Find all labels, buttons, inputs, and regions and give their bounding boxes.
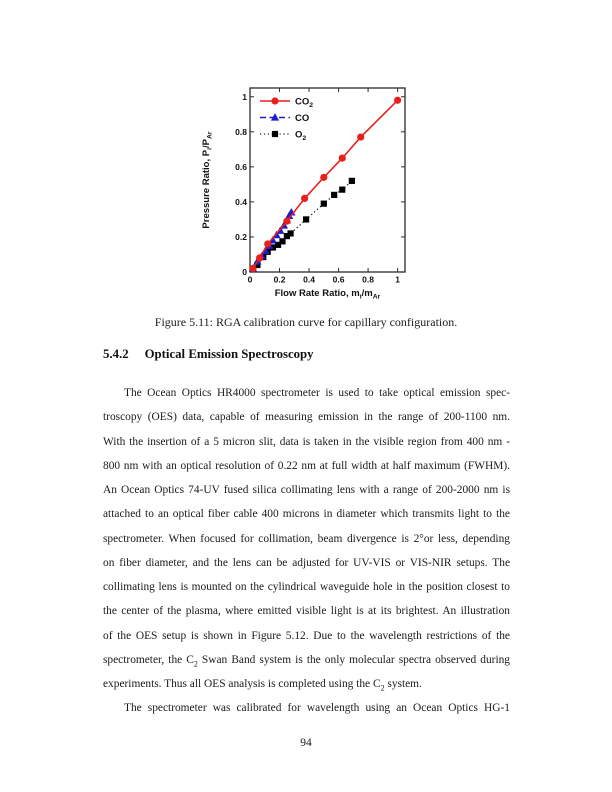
body-line: the center of the plasma, where emitted visible light is at its brightest. An illustration bbox=[103, 605, 510, 618]
svg-text:CO2: $CO_2$ bbox=[295, 96, 314, 109]
body-line: With the insertion of a 5 micron slit, data is taken in the visible region from 400 nm - bbox=[103, 435, 510, 448]
svg-text:Pressure Ratio, Pi/PAr: Pressure Ratio, $P_i/P_{Ar}$ bbox=[201, 131, 214, 229]
svg-text:0.2: 0.2 bbox=[273, 274, 286, 285]
section-title: Optical Emission Spectroscopy bbox=[144, 347, 314, 361]
svg-text:0.2: 0.2 bbox=[235, 231, 247, 242]
body-line: The spectrometer was calibrated for wavelength using an Ocean Optics HG-1 bbox=[124, 702, 510, 715]
body-line: spectrometer, the $C_2$ Swan Band system is the only molecular spectra observed during bbox=[103, 653, 511, 669]
section-number: 5.4.2 bbox=[103, 347, 129, 361]
body-line: 800 nm with an optical resolution of 0.22 nm at full width at half maximum (FWHM). bbox=[103, 459, 510, 472]
body-line: collimating lens is mounted on the cylindrical waveguide hole in the position closest to bbox=[103, 581, 510, 593]
svg-text:0.6: 0.6 bbox=[332, 274, 345, 285]
section-heading bbox=[103, 347, 510, 362]
body-line: attached to an optical fiber cable 400 microns in diameter which transmits light to the bbox=[103, 508, 510, 521]
svg-text:0: 0 bbox=[247, 274, 253, 285]
body-line: on fiber diameter, and the lens can be adjusted for UV-VIS or VIS-NIR setups. The bbox=[103, 556, 510, 569]
svg-text:0.8: 0.8 bbox=[362, 274, 375, 285]
svg-text:1: 1 bbox=[395, 274, 400, 285]
body-line: troscopy (OES) data, capable of measuring emission in the range of 200-1100 nm. bbox=[103, 411, 510, 424]
svg-text:Flow Rate Ratio, mi/mAr: Flow Rate Ratio, $m_i/m_{Ar}$ bbox=[274, 288, 381, 301]
body-line: An Ocean Optics 74-UV fused silica collimating lens with a range of 200-2000 nm is bbox=[103, 484, 510, 496]
body-line: experiments. Thus all OES analysis is completed using the $C_2$ system. bbox=[103, 678, 422, 693]
body-text bbox=[103, 381, 510, 721]
figure-caption: Figure 5.11: RGA calibration curve for capillary configuration. bbox=[154, 315, 458, 329]
page-number: 94 bbox=[300, 737, 312, 749]
svg-text:1: 1 bbox=[242, 91, 247, 102]
body-line: spectrometer. When focused for collimation, beam divergence is 2°or less, depending bbox=[103, 532, 510, 545]
rga-calibration-chart bbox=[193, 78, 431, 310]
svg-text:CO: CO bbox=[295, 112, 310, 124]
svg-text:0.6: 0.6 bbox=[235, 161, 247, 172]
svg-text:O2: $O_2$ bbox=[295, 129, 307, 142]
body-line: The Ocean Optics HR4000 spectrometer is used to take optical emission spec- bbox=[124, 387, 510, 399]
svg-text:0.4: 0.4 bbox=[303, 274, 315, 285]
svg-text:0: 0 bbox=[242, 267, 247, 277]
body-line: of the OES setup is shown in Figure 5.12. Due to the wavelength restrictions of the bbox=[103, 629, 510, 642]
svg-text:0.8: 0.8 bbox=[235, 126, 247, 137]
svg-text:0.4: 0.4 bbox=[235, 196, 247, 207]
